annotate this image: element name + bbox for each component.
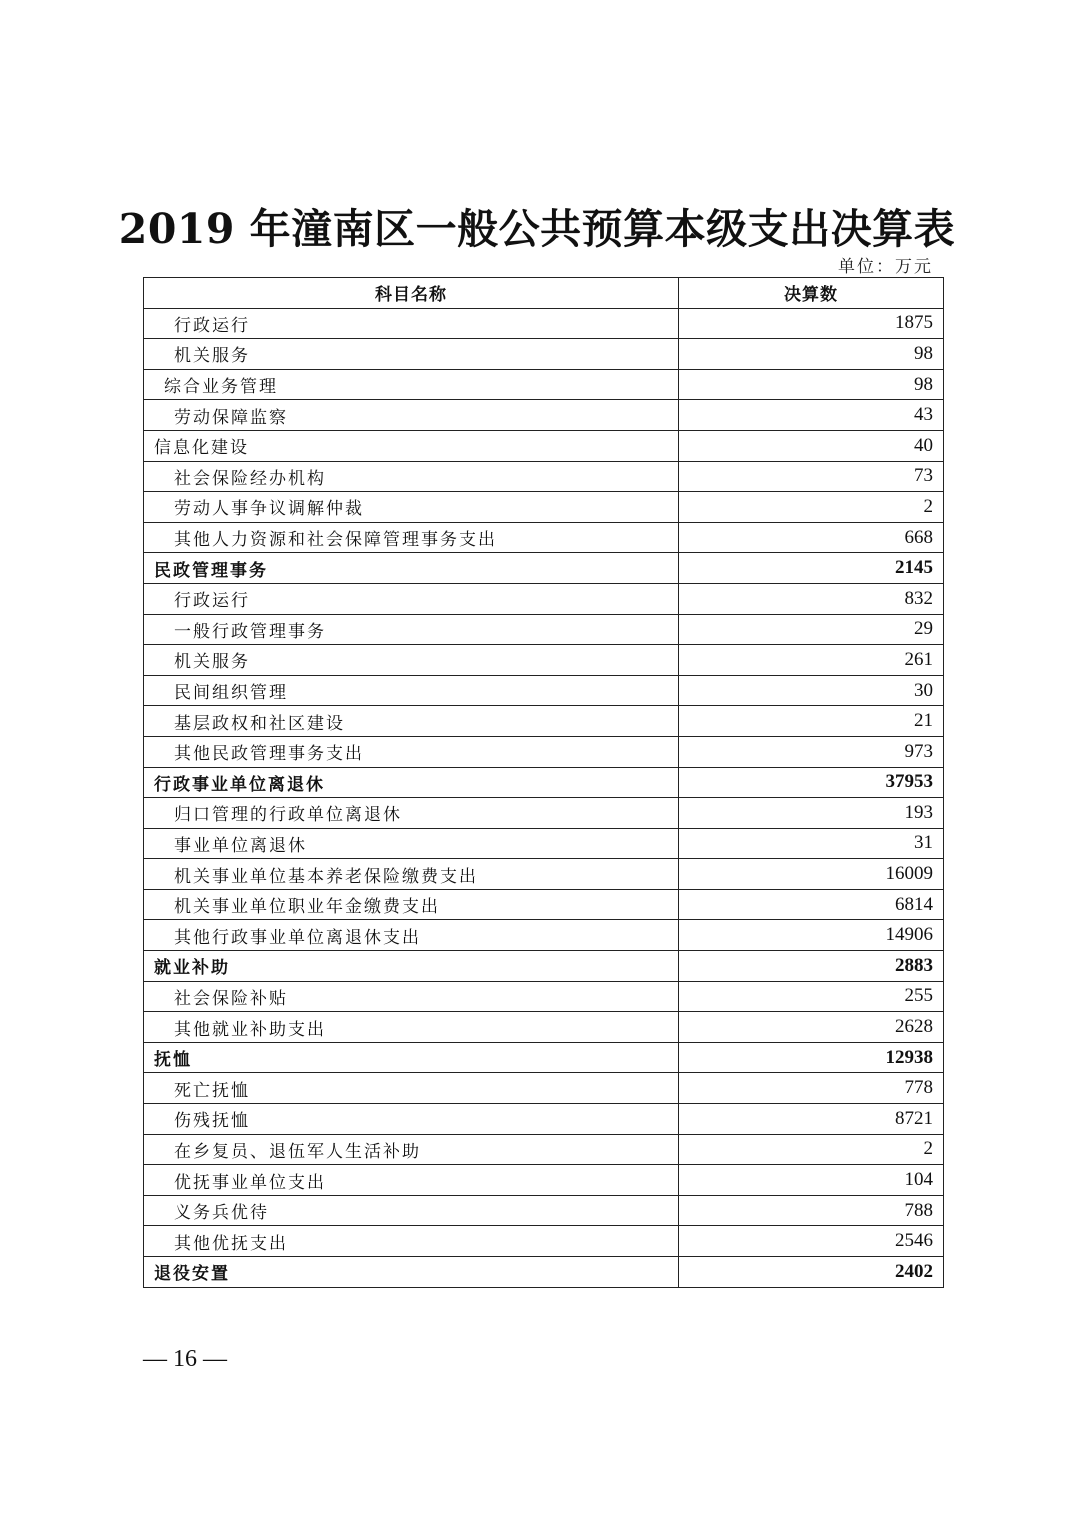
table-row	[144, 553, 944, 584]
row-subject-name: 其他人力资源和社会保障管理事务支出	[144, 522, 679, 553]
row-amount: 973	[679, 736, 944, 767]
row-amount: 98	[679, 339, 944, 370]
table-row	[144, 1073, 944, 1104]
row-amount: 12938	[679, 1042, 944, 1073]
row-amount: 16009	[679, 859, 944, 890]
row-subject-name: 其他民政管理事务支出	[144, 736, 679, 767]
row-amount: 2	[679, 1134, 944, 1165]
table-row	[144, 492, 944, 523]
row-amount: 1875	[679, 308, 944, 339]
table-row	[144, 522, 944, 553]
row-subject-name: 民间组织管理	[144, 675, 679, 706]
row-amount: 8721	[679, 1104, 944, 1135]
table-row	[144, 920, 944, 951]
row-amount: 2145	[679, 553, 944, 584]
row-subject-name: 社会保险经办机构	[144, 461, 679, 492]
header-subject-name: 科目名称	[144, 278, 679, 309]
table-row	[144, 1257, 944, 1288]
table-row	[144, 798, 944, 829]
row-subject-name: 机关服务	[144, 645, 679, 676]
row-subject-name: 事业单位离退休	[144, 828, 679, 859]
row-amount: 788	[679, 1195, 944, 1226]
row-amount: 98	[679, 369, 944, 400]
header-final-amount: 决算数	[679, 278, 944, 309]
table-row	[144, 706, 944, 737]
table-row	[144, 430, 944, 461]
row-subject-name: 优抚事业单位支出	[144, 1165, 679, 1196]
table-row	[144, 1195, 944, 1226]
row-subject-name: 劳动保障监察	[144, 400, 679, 431]
row-subject-name: 基层政权和社区建设	[144, 706, 679, 737]
row-subject-name: 其他行政事业单位离退休支出	[144, 920, 679, 951]
row-subject-name: 义务兵优待	[144, 1195, 679, 1226]
row-subject-name: 在乡复员、退伍军人生活补助	[144, 1134, 679, 1165]
row-subject-name: 行政运行	[144, 583, 679, 614]
table-row	[144, 339, 944, 370]
row-amount: 43	[679, 400, 944, 431]
table-row	[144, 736, 944, 767]
row-amount: 21	[679, 706, 944, 737]
unit-label: 单位：万元	[838, 257, 933, 277]
row-amount: 668	[679, 522, 944, 553]
row-amount: 778	[679, 1073, 944, 1104]
row-subject-name: 死亡抚恤	[144, 1073, 679, 1104]
row-amount: 2883	[679, 951, 944, 982]
page-title: 2019 年潼南区一般公共预算本级支出决算表	[118, 205, 956, 253]
page-number: — 16 —	[143, 1346, 227, 1372]
row-amount: 14906	[679, 920, 944, 951]
row-amount: 30	[679, 675, 944, 706]
table-row	[144, 1134, 944, 1165]
table-row	[144, 1165, 944, 1196]
row-subject-name: 机关服务	[144, 339, 679, 370]
row-subject-name: 一般行政管理事务	[144, 614, 679, 645]
table-row	[144, 369, 944, 400]
row-amount: 193	[679, 798, 944, 829]
table-row	[144, 828, 944, 859]
table-row	[144, 1012, 944, 1043]
table-row	[144, 889, 944, 920]
row-subject-name: 退役安置	[144, 1257, 679, 1288]
table-row	[144, 308, 944, 339]
row-subject-name: 其他就业补助支出	[144, 1012, 679, 1043]
table-row	[144, 675, 944, 706]
row-amount: 832	[679, 583, 944, 614]
table-row	[144, 1104, 944, 1135]
row-subject-name: 劳动人事争议调解仲裁	[144, 492, 679, 523]
table-row	[144, 400, 944, 431]
row-amount: 255	[679, 981, 944, 1012]
row-subject-name: 行政事业单位离退休	[144, 767, 679, 798]
table-row	[144, 1226, 944, 1257]
row-subject-name: 信息化建设	[144, 430, 679, 461]
row-amount: 73	[679, 461, 944, 492]
table-row	[144, 583, 944, 614]
row-subject-name: 综合业务管理	[144, 369, 679, 400]
row-amount: 104	[679, 1165, 944, 1196]
table-row	[144, 645, 944, 676]
row-amount: 2628	[679, 1012, 944, 1043]
table-row	[144, 461, 944, 492]
table-row	[144, 981, 944, 1012]
row-amount: 40	[679, 430, 944, 461]
row-subject-name: 民政管理事务	[144, 553, 679, 584]
row-amount: 37953	[679, 767, 944, 798]
row-subject-name: 行政运行	[144, 308, 679, 339]
row-subject-name: 伤残抚恤	[144, 1104, 679, 1135]
row-subject-name: 归口管理的行政单位离退休	[144, 798, 679, 829]
row-amount: 2546	[679, 1226, 944, 1257]
row-subject-name: 其他优抚支出	[144, 1226, 679, 1257]
row-amount: 6814	[679, 889, 944, 920]
row-amount: 31	[679, 828, 944, 859]
row-subject-name: 抚恤	[144, 1042, 679, 1073]
row-subject-name: 就业补助	[144, 951, 679, 982]
table-row	[144, 951, 944, 982]
row-amount: 29	[679, 614, 944, 645]
row-subject-name: 机关事业单位职业年金缴费支出	[144, 889, 679, 920]
table-row	[144, 767, 944, 798]
table-row	[144, 1042, 944, 1073]
expenditure-table	[143, 277, 944, 1288]
row-subject-name: 机关事业单位基本养老保险缴费支出	[144, 859, 679, 890]
row-amount: 261	[679, 645, 944, 676]
row-amount: 2402	[679, 1257, 944, 1288]
table-header-row	[144, 278, 944, 309]
row-amount: 2	[679, 492, 944, 523]
table-body	[144, 308, 944, 1287]
row-subject-name: 社会保险补贴	[144, 981, 679, 1012]
table-row	[144, 859, 944, 890]
table-row	[144, 614, 944, 645]
